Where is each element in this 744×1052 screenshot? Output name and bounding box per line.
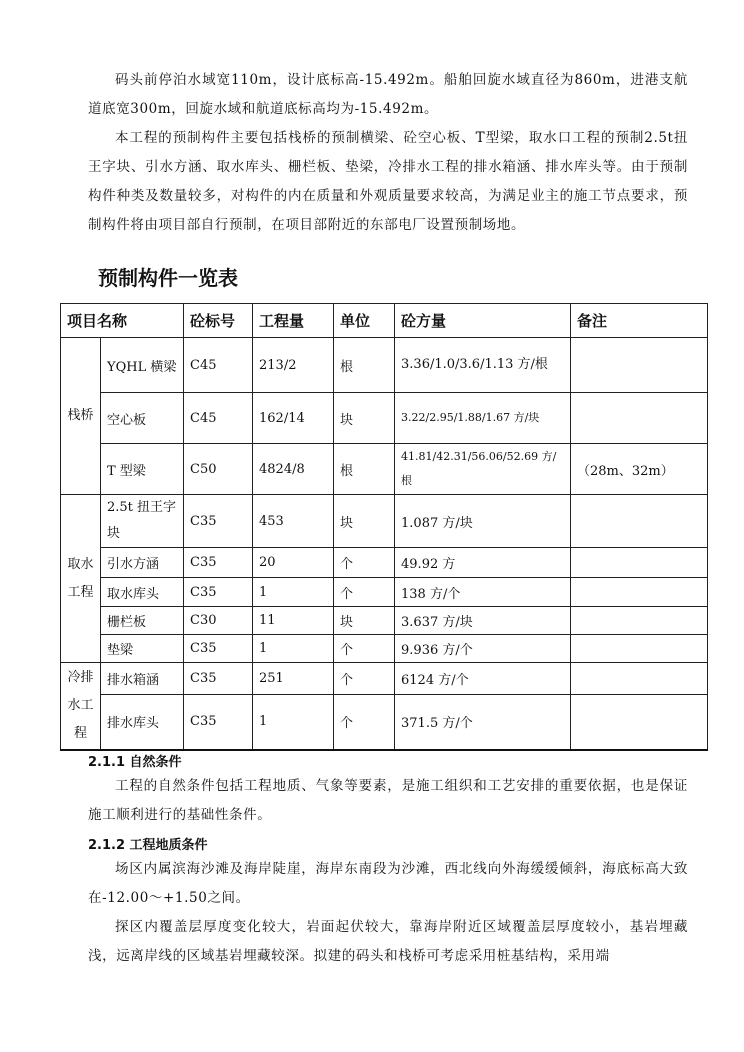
table-title: 预制构件一览表	[98, 266, 238, 290]
cell	[571, 695, 708, 750]
cell: C35	[184, 635, 253, 663]
cell: 1.087 方/块	[395, 495, 571, 548]
cell: 块	[334, 393, 395, 444]
cell: T 型梁	[101, 444, 184, 495]
table-row	[61, 393, 708, 444]
cell: 引水方涵	[101, 548, 184, 578]
header-cell: 项目名称	[61, 304, 184, 338]
cell: 排水箱涵	[101, 663, 184, 695]
cell: 个	[334, 663, 395, 695]
cell: C30	[184, 607, 253, 635]
cell: 138 方/个	[395, 578, 571, 607]
cell: 排水库头	[101, 695, 184, 750]
cell: 个	[334, 635, 395, 663]
cell: 1	[253, 695, 334, 750]
cell	[571, 338, 708, 393]
table-row	[61, 338, 708, 393]
table-row	[61, 444, 708, 495]
cell: C35	[184, 548, 253, 578]
cell: C35	[184, 663, 253, 695]
cell	[571, 578, 708, 607]
cell: 取水库头	[101, 578, 184, 607]
cell	[571, 548, 708, 578]
cell: 3.637 方/块	[395, 607, 571, 635]
cell: 20	[253, 548, 334, 578]
cell: C50	[184, 444, 253, 495]
cell: 213/2	[253, 338, 334, 393]
cell: 1	[253, 635, 334, 663]
cell: C45	[184, 338, 253, 393]
cell: 个	[334, 548, 395, 578]
group-cell: 栈桥	[61, 338, 101, 495]
header-cell: 砼标号	[184, 304, 253, 338]
components-table	[60, 303, 708, 751]
table-row	[61, 663, 708, 695]
cell: 根	[334, 338, 395, 393]
cell: 2.5t 扭王字块	[101, 495, 184, 548]
table-row	[61, 695, 708, 750]
section-heading: 2.1.2 工程地质条件	[88, 838, 208, 853]
cell: 251	[253, 663, 334, 695]
cell: 453	[253, 495, 334, 548]
cell: 根	[334, 444, 395, 495]
table-row	[61, 495, 708, 548]
cell	[571, 393, 708, 444]
table-row	[61, 578, 708, 607]
cell: 垫梁	[101, 635, 184, 663]
cell: 栅栏板	[101, 607, 184, 635]
cell: 6124 方/个	[395, 663, 571, 695]
cell: C45	[184, 393, 253, 444]
header-cell: 单位	[334, 304, 395, 338]
cell: 空心板	[101, 393, 184, 444]
cell: C35	[184, 578, 253, 607]
cell	[571, 663, 708, 695]
paragraph: 探区内覆盖层厚度变化较大，岩面起伏较大，靠海岸附近区域覆盖层厚度较小，基岩埋藏浅，远离岸线的区域基岩埋藏较深。拟建的码头和栈桥可考虑采用桩基结构，采用端	[88, 919, 688, 964]
cell: C35	[184, 495, 253, 548]
header-cell: 砼方量	[395, 304, 571, 338]
cell: 块	[334, 607, 395, 635]
table-row	[61, 548, 708, 578]
cell: 个	[334, 695, 395, 750]
cell: C35	[184, 695, 253, 750]
cell: 9.936 方/个	[395, 635, 571, 663]
cell: 个	[334, 578, 395, 607]
paragraph: 码头前停泊水域宽110m，设计底标高-15.492m。船舶回旋水域直径为860m，进港支航道底宽300m，回旋水域和航道底标高均为-15.492m。	[88, 72, 688, 117]
cell: 371.5 方/个	[395, 695, 571, 750]
cell: YQHL 横梁	[101, 338, 184, 393]
cell: 41.81/42.31/56.06/52.69 方/根	[395, 444, 571, 495]
table-row	[61, 607, 708, 635]
cell: 1	[253, 578, 334, 607]
cell: 11	[253, 607, 334, 635]
table-row	[61, 635, 708, 663]
group-cell: 冷排水工程	[61, 663, 101, 750]
cell	[571, 635, 708, 663]
cell: 162/14	[253, 393, 334, 444]
paragraph: 场区内属滨海沙滩及海岸陡崖，海岸东南段为沙滩，西北线向外海缓缓倾斜，海底标高大致在-12.00～+1.50之间。	[88, 861, 688, 906]
table-header-row	[61, 304, 708, 338]
paragraph: 工程的自然条件包括工程地质、气象等要素，是施工组织和工艺安排的重要依据，也是保证施工顺利进行的基础性条件。	[88, 778, 688, 823]
header-cell: 备注	[571, 304, 708, 338]
section-heading: 2.1.1 自然条件	[88, 755, 182, 770]
header-cell: 工程量	[253, 304, 334, 338]
cell: 3.36/1.0/3.6/1.13 方/根	[395, 338, 571, 393]
cell: 3.22/2.95/1.88/1.67 方/块	[395, 393, 571, 444]
cell: （28m、32m）	[571, 444, 708, 495]
cell	[571, 495, 708, 548]
cell: 块	[334, 495, 395, 548]
group-cell: 取水工程	[61, 495, 101, 663]
cell	[571, 607, 708, 635]
paragraph: 本工程的预制构件主要包括栈桥的预制横梁、砼空心板、T型梁，取水口工程的预制2.5t扭王字块、引水方涵、取水库头、栅栏板、垫梁，冷排水工程的排水箱涵、排水库头等。由于预制构件种类及数量较多，对构件的内在质量和外观质量要求较高，为满足业主的施工节点要求，预制构件将由项目部自行预制，在项目部附近的东部电厂设置预制场地。	[88, 130, 688, 233]
cell: 4824/8	[253, 444, 334, 495]
cell: 49.92 方	[395, 548, 571, 578]
